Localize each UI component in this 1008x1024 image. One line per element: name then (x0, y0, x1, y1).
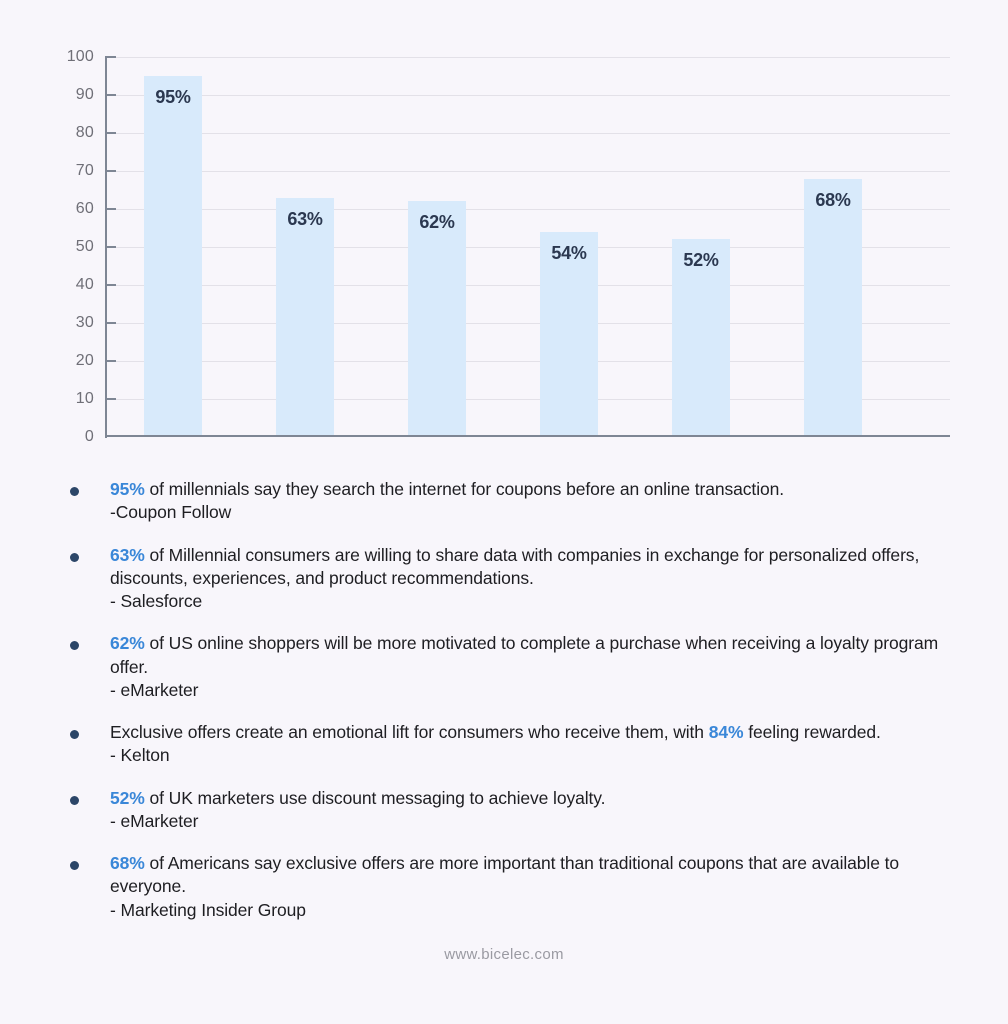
stat-description: of Americans say exclusive offers are more important than traditional coupons that are available to everyone. (110, 853, 899, 897)
list-item (0, 478, 1008, 525)
stat-source: - Kelton (110, 745, 170, 766)
bullet-icon (70, 730, 79, 739)
list-item (0, 721, 1008, 768)
stat-source: -Coupon Follow (110, 502, 232, 523)
stat-description: of Millennial consumers are willing to share data with companies in exchange for personalized offers, discounts, experiences, and product recommendations. (110, 544, 920, 588)
list-item (0, 787, 1008, 834)
y-axis-tick-labels (48, 48, 94, 445)
list-item-text (110, 852, 958, 899)
stat-percentage: 84% (708, 722, 744, 743)
chart-bars (105, 57, 950, 437)
footer-url: www.bicelec.com (444, 946, 564, 963)
chart-bar (540, 232, 598, 437)
bullet-icon (70, 796, 79, 805)
bullet-icon (70, 553, 79, 562)
y-axis-tick-label: 80 (75, 124, 94, 141)
y-axis-tick-label: 70 (75, 162, 94, 179)
stat-source: - eMarketer (110, 810, 199, 831)
y-axis-tick-label: 60 (75, 200, 94, 217)
list-item (0, 632, 1008, 702)
list-item-text (110, 632, 958, 679)
list-item-text (110, 721, 958, 744)
stat-percentage: 68% (110, 853, 145, 874)
chart-bar-value-label: 52% (683, 250, 719, 271)
stat-source: - Salesforce (110, 591, 203, 612)
stat-source: - eMarketer (110, 679, 199, 700)
chart-bar-value-label: 95% (155, 87, 191, 107)
chart-bar-value-label: 68% (815, 189, 851, 210)
stat-percentage: 63% (110, 544, 145, 565)
chart-bar (804, 179, 862, 437)
list-item (0, 544, 1008, 614)
y-axis-tick-label: 20 (75, 352, 94, 369)
stat-description-lead: Exclusive offers create an emotional lift for consumers who receive them, with (110, 722, 709, 743)
list-item-text (110, 478, 958, 501)
chart-bar (144, 76, 202, 437)
stat-percentage: 95% (110, 479, 145, 499)
stat-description: of US online shoppers will be more motivated to complete a purchase when receiving a loyalty program offer. (110, 633, 939, 677)
stat-percentage: 62% (110, 633, 145, 654)
list-item-text (110, 787, 958, 810)
list-item-text (110, 544, 958, 591)
stat-description: of millennials say they search the internet for coupons before an online transaction. (144, 479, 785, 499)
list-item (0, 852, 1008, 922)
stat-description: feeling rewarded. (743, 722, 881, 743)
chart-bar (408, 201, 466, 437)
chart-bar (276, 198, 334, 437)
stat-description: of UK marketers use discount messaging to achieve loyalty. (144, 787, 606, 808)
chart-bar-value-label: 54% (551, 242, 587, 263)
bullet-icon (70, 861, 79, 870)
chart-bar (672, 239, 730, 437)
bullet-icon (70, 487, 79, 496)
bar-chart (0, 0, 1008, 470)
chart-plot-area (105, 57, 950, 437)
bullet-icon (70, 641, 79, 650)
y-axis-tick-label: 100 (66, 48, 94, 65)
y-axis-tick-label: 30 (75, 314, 94, 331)
y-axis-tick-label: 50 (75, 238, 94, 255)
statistics-list (0, 478, 1008, 941)
y-axis-tick-label: 40 (75, 276, 94, 293)
x-axis-line (105, 435, 950, 437)
chart-bar-value-label: 62% (419, 212, 455, 233)
stat-source: - Marketing Insider Group (110, 899, 306, 920)
stat-percentage: 52% (110, 787, 145, 808)
y-axis-tick-label: 0 (84, 428, 94, 445)
chart-bar-value-label: 63% (287, 208, 323, 229)
y-axis-tick-label: 90 (75, 86, 94, 103)
y-axis-tick-label: 10 (75, 390, 94, 407)
